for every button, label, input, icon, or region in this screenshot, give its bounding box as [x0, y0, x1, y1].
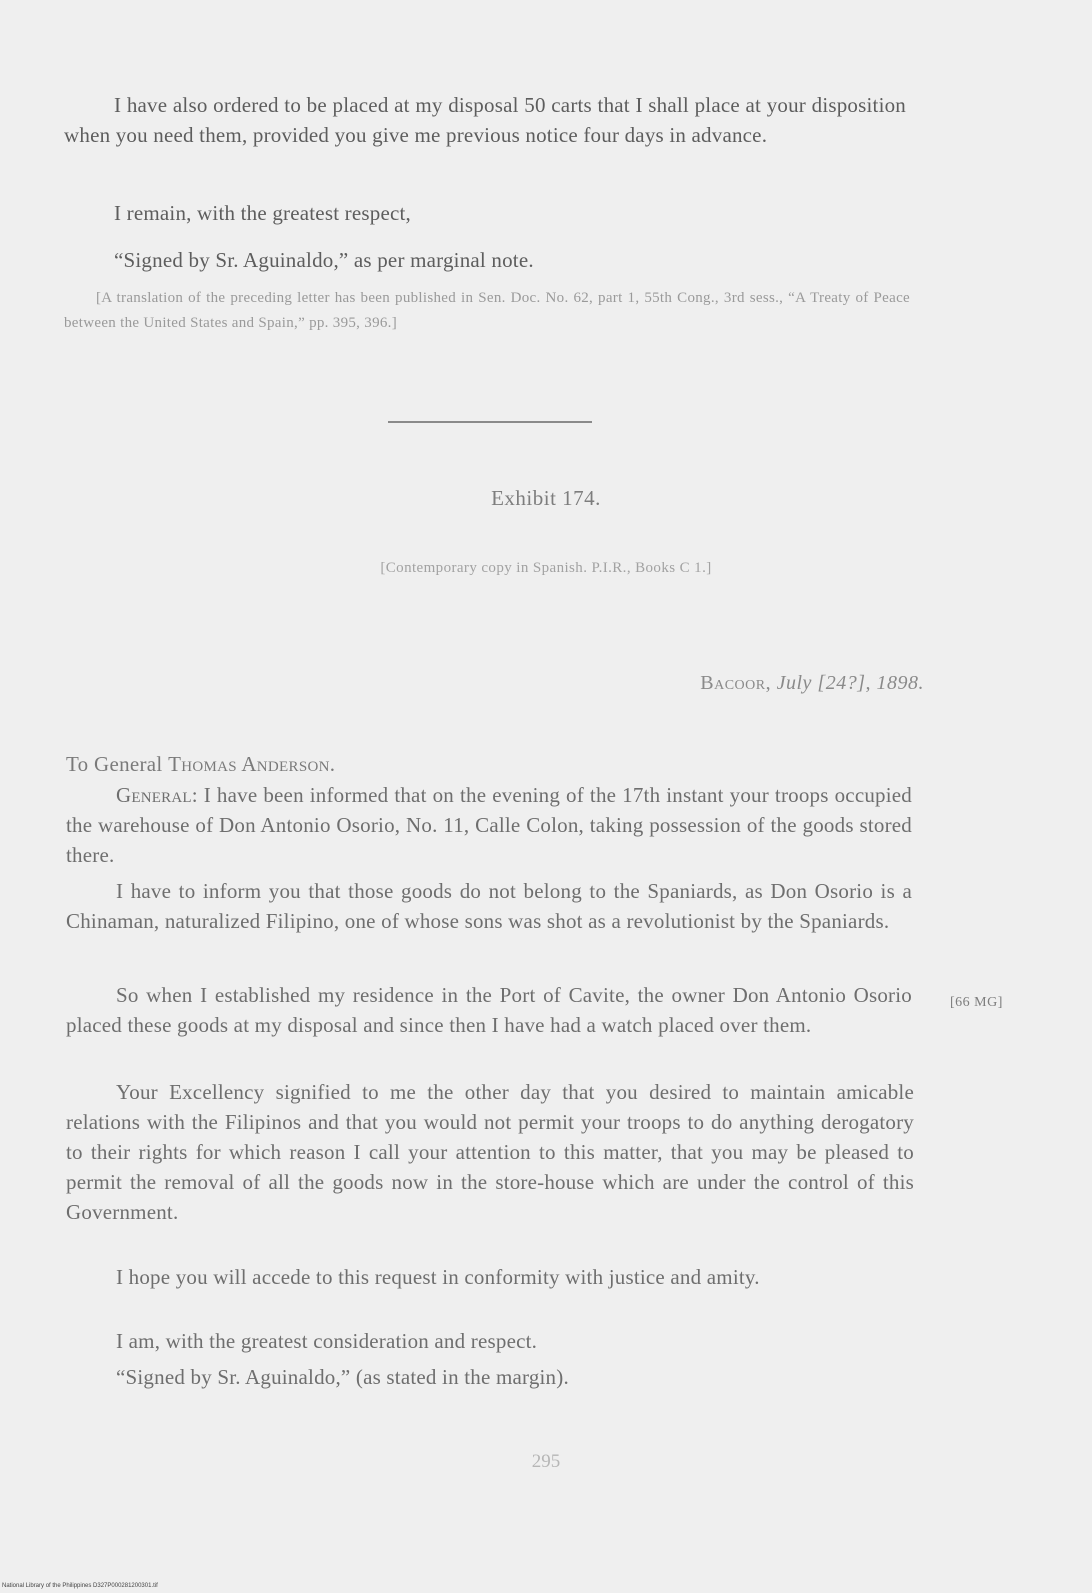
section-divider [388, 421, 592, 423]
dateline-date: July [24?], 1898. [776, 672, 924, 694]
letter-paragraph-3: So when I established my residence in the Port of Cavite, the owner Don Antonio Osorio placed these goods at my disposal and since then I have had a watch placed over them. [66, 983, 912, 1037]
translation-note: [A translation of the preceding letter has been published in Sen. Doc. No. 62, part 1, 55th Cong., 3rd sess., “A Treaty of Peace between the United States and Spain,” pp. 395, 396.] [64, 290, 910, 331]
dateline [700, 672, 924, 695]
letter-paragraph-7: “Signed by Sr. Aguinaldo,” (as stated in the margin). [116, 1365, 569, 1389]
source-note: [Contemporary copy in Spanish. P.I.R., Books C 1.] [380, 560, 712, 576]
exhibit-title: Exhibit 174. [491, 486, 601, 510]
scan-footer: National Library of the Philippines D327P000281200301.tif [2, 1583, 158, 1589]
margin-reference: [66 MG] [950, 995, 1003, 1010]
letter-paragraph-1 [66, 780, 912, 870]
salutation-name: Thomas Anderson. [168, 752, 336, 776]
paragraph-carts: I have also ordered to be placed at my disposal 50 carts that I shall place at your disposition when you need them, provided you give me previous notice four days in advance. [64, 93, 906, 147]
letter-paragraph-2: I have to inform you that those goods do not belong to the Spaniards, as Don Osorio is a Chinaman, naturalized Filipino, one of whose sons was shot as a revolutionist by the Spaniards. [66, 879, 912, 933]
salutation [66, 752, 335, 777]
paragraph-signature: “Signed by Sr. Aguinaldo,” as per marginal note. [114, 248, 534, 272]
paragraph-closing: I remain, with the greatest respect, [114, 201, 411, 225]
letter-paragraph-1-text: I have been informed that on the evening of the 17th instant your troops occupied the warehouse of Don Antonio Osorio, No. 11, Calle Colon, taking possession of the goods stored there. [66, 783, 912, 867]
page-number: 295 [531, 1451, 561, 1472]
dateline-place: Bacoor, [700, 672, 772, 694]
letter-paragraph-5: I hope you will accede to this request in conformity with justice and amity. [116, 1265, 760, 1289]
salutation-prefix: To General [66, 752, 169, 776]
letter-opening-word: General: [116, 783, 198, 807]
letter-paragraph-6: I am, with the greatest consideration and respect. [116, 1329, 538, 1353]
letter-paragraph-4: Your Excellency signified to me the other day that you desired to maintain amicable relations with the Filipinos and that you would not permit your troops to do anything derogatory to their rights for which reason I call your attention to this matter, that you may be pleased to permit the removal of all the goods now in the store-house which are under the control of this Government. [66, 1080, 914, 1224]
